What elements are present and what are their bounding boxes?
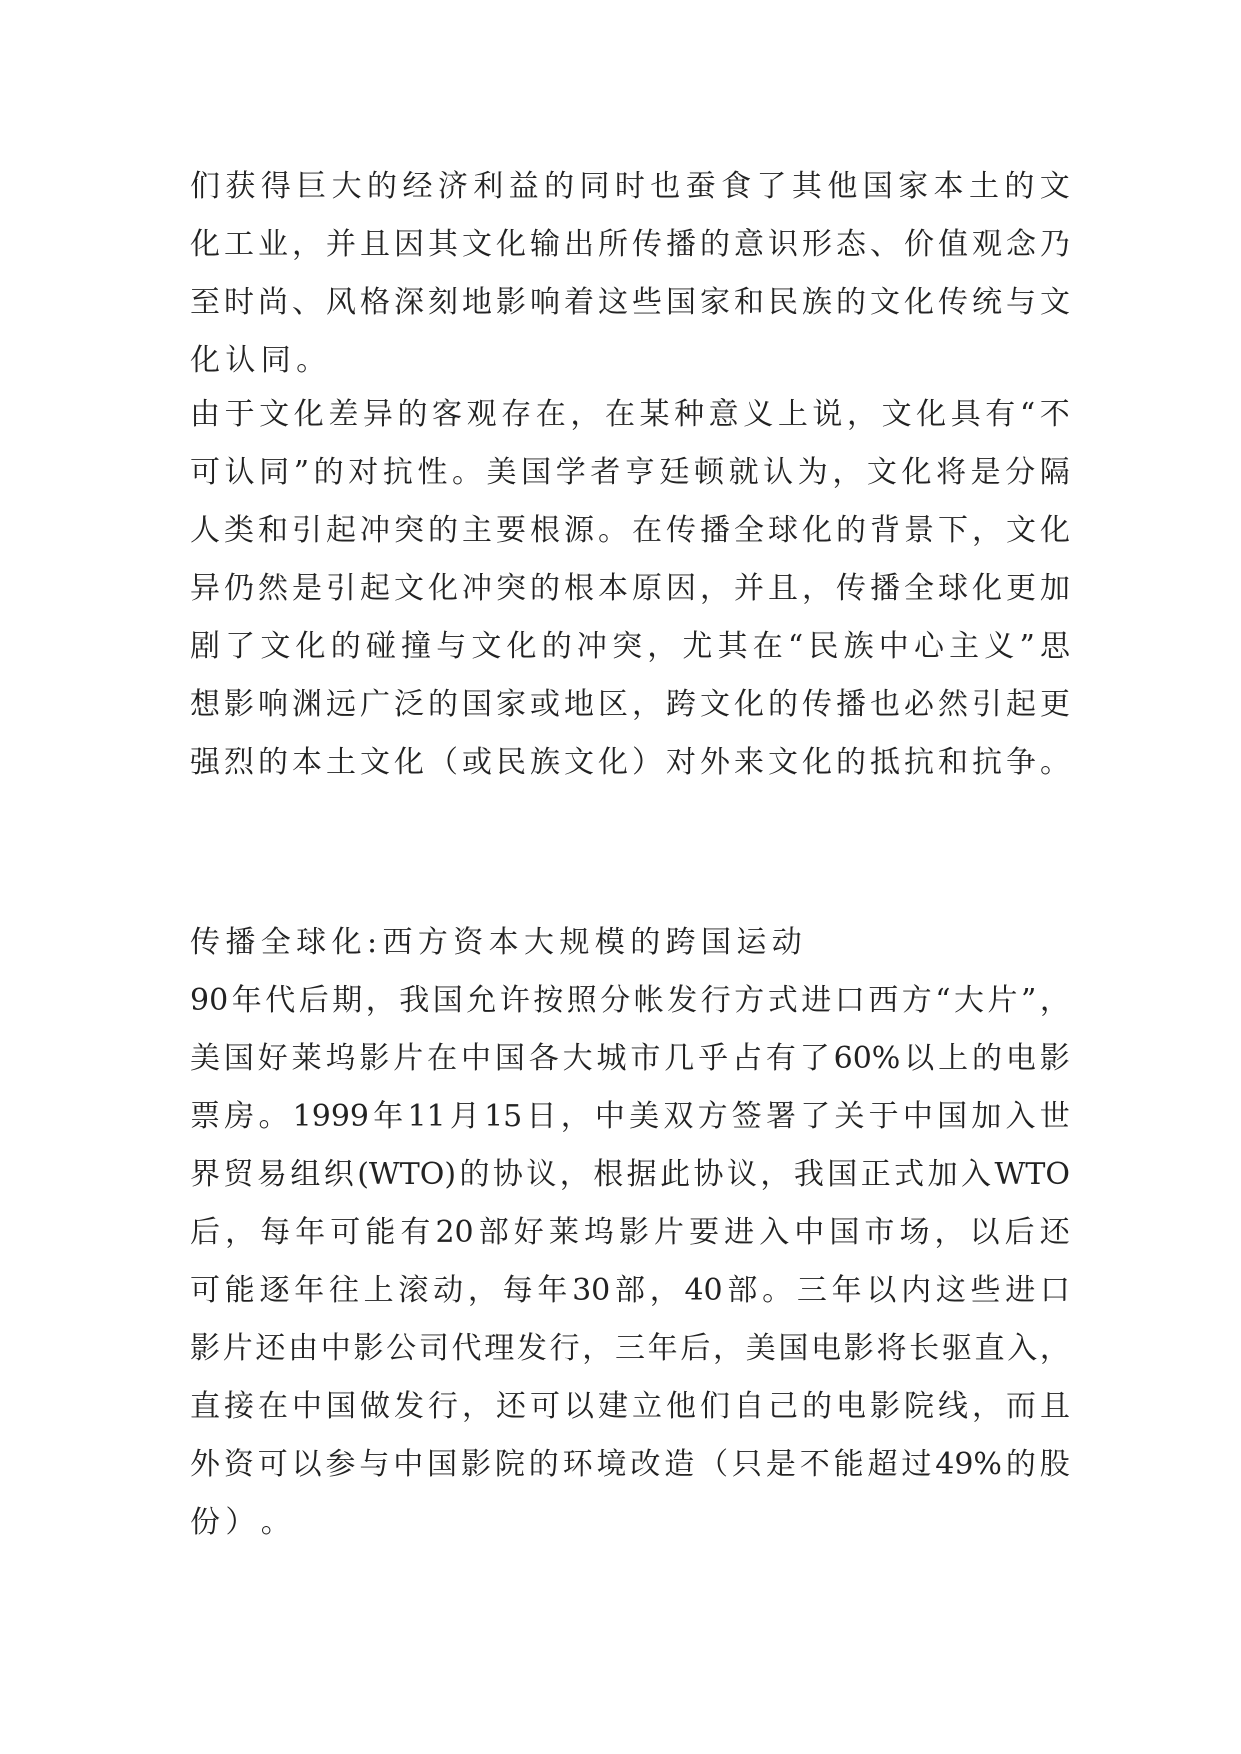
text-line: 由 于 文 化 差 异 的 客 观 存 在 ， 在 某 种 意 义 上 说 ， 文 化 具 有 “ 不: [190, 397, 1070, 432]
text-line: 化 工 业 ， 并 且 因 其 文 化 输 出 所 传 播 的 意 识 形 态 、 价 值 观 念 乃: [190, 227, 1070, 262]
text-line: 至 时 尚 、 风 格 深 刻 地 影 响 着 这 些 国 家 和 民 族 的 文 化 传 统 与 文: [190, 285, 1070, 320]
text-line: 可 认 同 ” 的 对 抗 性 。 美 国 学 者 亨 廷 顿 就 认 为 ， 文 化 将 是 分 隔: [190, 455, 1070, 490]
text-line: 外 资 可 以 参 与 中 国 影 院 的 环 境 改 造 （ 只 是 不 能 超 过 49% 的 股: [190, 1447, 1070, 1482]
text-line: 人 类 和 引 起 冲 突 的 主 要 根 源 。 在 传 播 全 球 化 的 背 景 下 ， 文 化: [190, 513, 1070, 548]
text-line: 界 贸 易 组 织 (WTO) 的 协 议 ， 根 据 此 协 议 ， 我 国 正 式 加 入 WTO: [190, 1157, 1070, 1192]
text-line: 强 烈 的 本 土 文 化 （ 或 民 族 文 化 ） 对 外 来 文 化 的 抵 抗 和 抗 争 。: [190, 745, 1070, 780]
paragraph-film-import: [190, 972, 1070, 1552]
text-line: 票 房 。 1999 年 11 月 15 日 ， 中 美 双 方 签 署 了 关 于 中 国 加 入 世: [190, 1099, 1070, 1134]
heading-text: 传 播 全 球 化 : 西 方 资 本 大 规 模 的 跨 国 运 动: [190, 925, 802, 960]
text-line: 想 影 响 渊 远 广 泛 的 国 家 或 地 区 ， 跨 文 化 的 传 播 也 必 然 引 起 更: [190, 687, 1070, 722]
section-heading: [190, 914, 1070, 972]
text-line: 异 仍 然 是 引 起 文 化 冲 突 的 根 本 原 因 ， 并 且 ， 传 播 全 球 化 更 加: [190, 571, 1070, 606]
paragraph-cultural-industry: [190, 158, 1070, 390]
paragraph-cultural-difference: [190, 386, 1070, 792]
text-line: 90 年 代 后 期 ， 我 国 允 许 按 照 分 帐 发 行 方 式 进 口 西 方 “ 大 片 ” ，: [190, 983, 1070, 1018]
text-line: 直 接 在 中 国 做 发 行 ， 还 可 以 建 立 他 们 自 己 的 电 影 院 线 ， 而 且: [190, 1389, 1070, 1424]
text-line: 影 片 还 由 中 影 公 司 代 理 发 行 ， 三 年 后 ， 美 国 电 影 将 长 驱 直 入 ，: [190, 1331, 1070, 1366]
text-line: 美 国 好 莱 坞 影 片 在 中 国 各 大 城 市 几 乎 占 有 了 60% 以 上 的 电 影: [190, 1041, 1070, 1076]
text-line: 剧 了 文 化 的 碰 撞 与 文 化 的 冲 突 ， 尤 其 在 “ 民 族 中 心 主 义 ” 思: [190, 629, 1070, 664]
text-line: 后 ， 每 年 可 能 有 20 部 好 莱 坞 影 片 要 进 入 中 国 市 场 ， 以 后 还: [190, 1215, 1070, 1250]
text-line: 化 认 同 。: [190, 343, 327, 378]
text-line: 可 能 逐 年 往 上 滚 动 ， 每 年 30 部 ， 40 部 。 三 年 以 内 这 些 进 口: [190, 1273, 1070, 1308]
text-line: 们 获 得 巨 大 的 经 济 利 益 的 同 时 也 蚕 食 了 其 他 国 家 本 土 的 文: [190, 169, 1070, 204]
text-line: 份 ） 。: [190, 1505, 291, 1540]
